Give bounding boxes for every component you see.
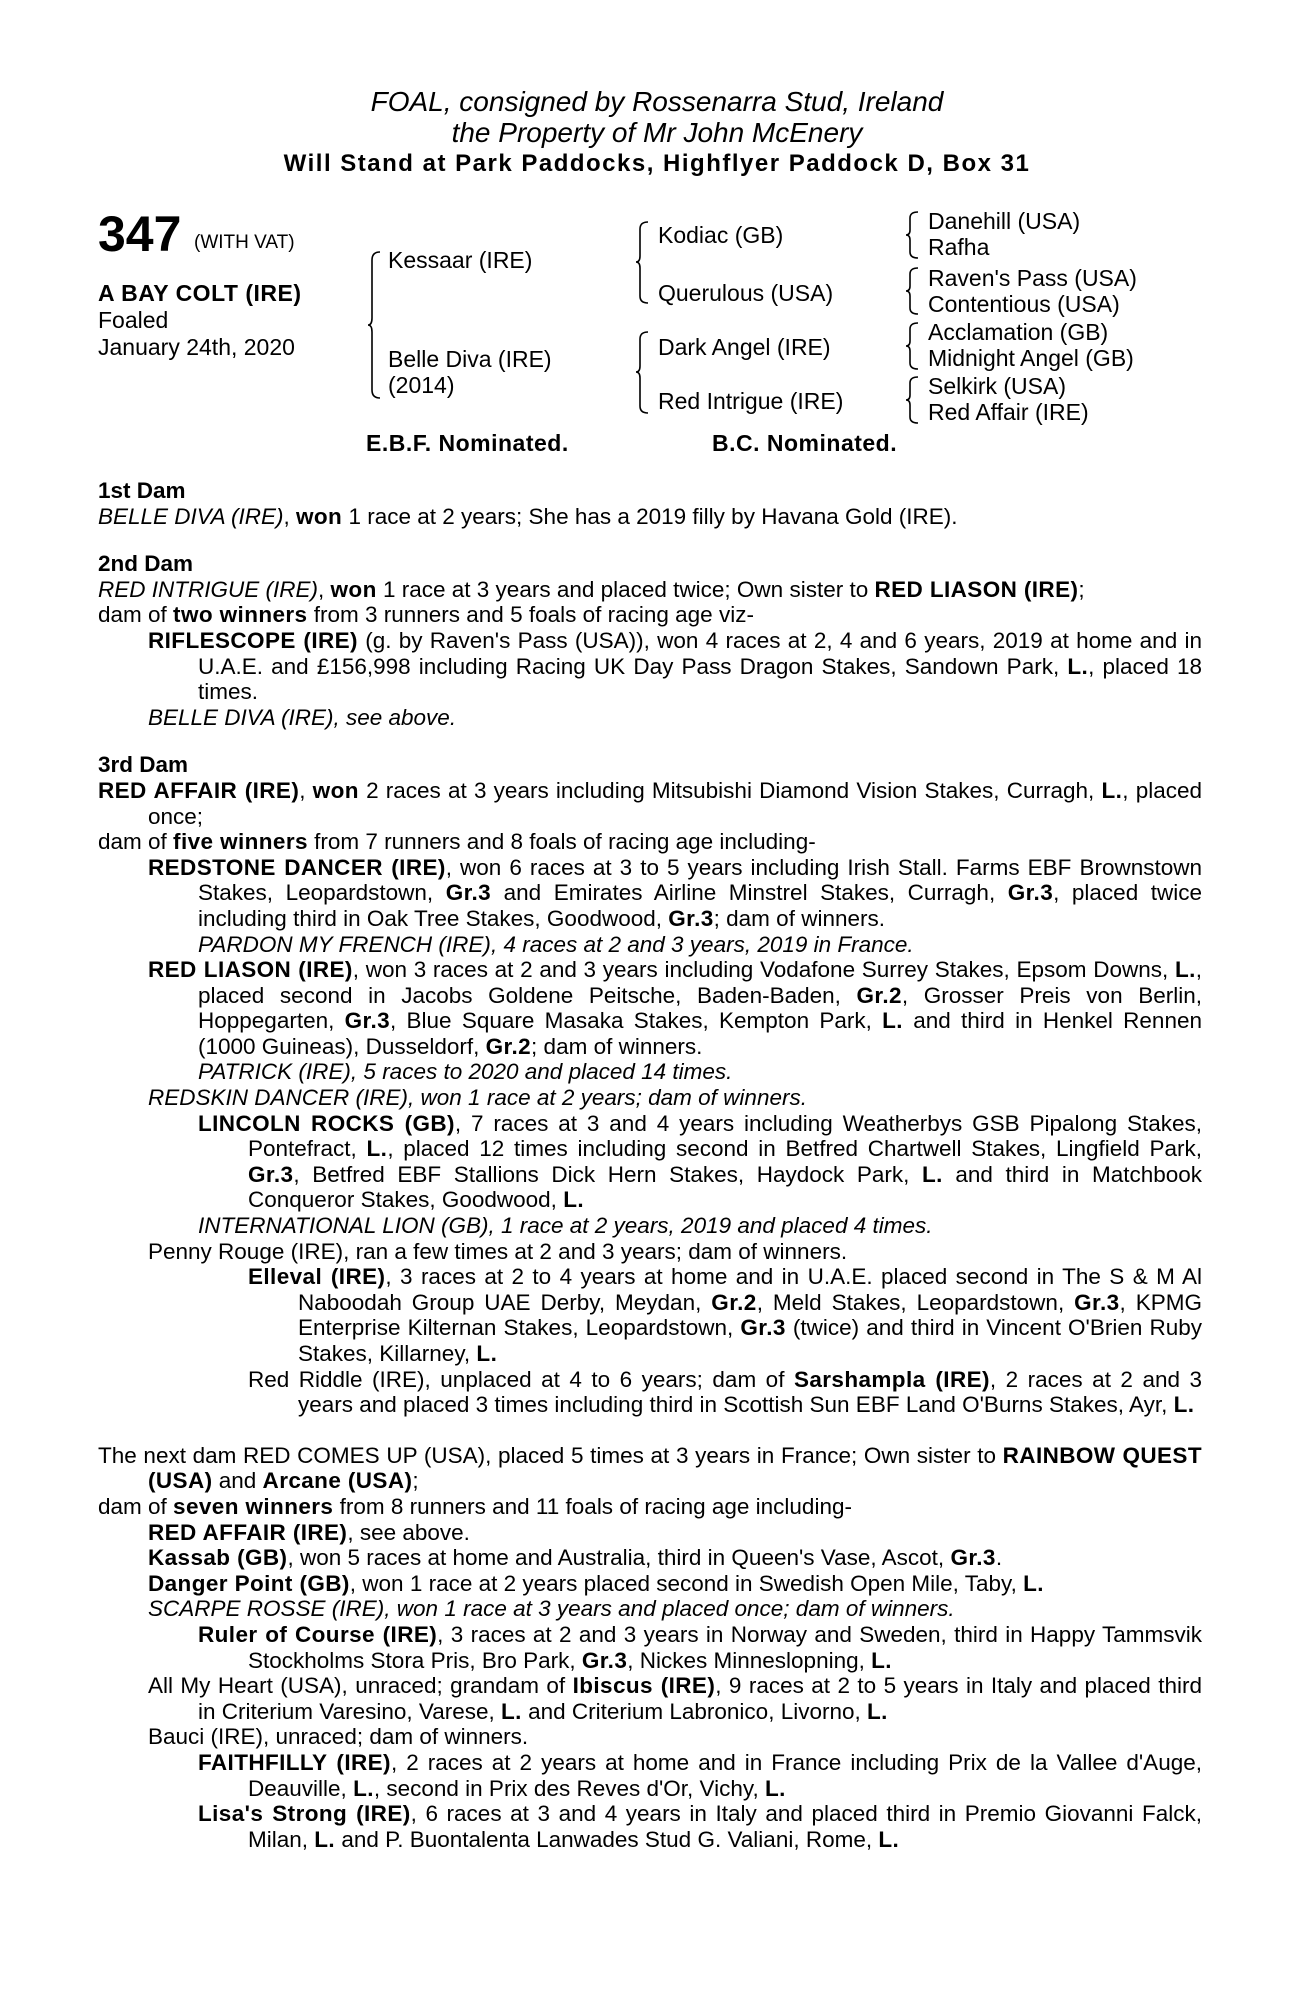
entry-text: , won 1 race at 2 years; dam of winners.: [408, 1085, 807, 1111]
produce-patrick: [98, 1059, 1202, 1085]
produce-redstone-dancer: [98, 855, 1202, 932]
entry-text: 1 race at 3 years and placed twice; Own sister to: [376, 576, 875, 602]
black-type-name: RED AFFAIR (IRE): [98, 777, 300, 803]
produce-redskin-dancer: [98, 1085, 1202, 1111]
pedigree-g3-6: Midnight Angel (GB): [928, 345, 1134, 371]
entry-text: , 9 races at 2 to 5 years in Italy and placed third in Criterium Varesino, Varese,: [198, 1673, 1203, 1724]
lot-number: 347: [98, 206, 182, 262]
lot-title: A BAY COLT (IRE): [98, 280, 302, 306]
entry-text: All My Heart (USA), unraced; grandam of: [148, 1673, 573, 1699]
pedigree-sire-sire: Kodiac (GB): [658, 222, 784, 248]
pedigree-bracket-dam: [636, 330, 656, 415]
pedigree-g3-3: Raven's Pass (USA): [928, 265, 1137, 291]
dam-name: RED INTRIGUE (IRE): [98, 576, 319, 602]
entry-text: and third in Henkel Rennen (1000 Guineas), Dusseldorf,: [198, 1008, 1202, 1059]
entry-text: , second in Prix des Reves d'Or, Vichy,: [373, 1775, 765, 1801]
entry-text: (g. by Raven's Pass (USA)), won 4 races at 2, 4 and 6 years, 2019 at home and in U.A.E. and £156,998 including Racing UK Day Pass Dragon Stakes, Sandown Park,: [198, 627, 1202, 679]
entry-text: dam of: [98, 602, 174, 628]
black-type-name: RAINBOW QUEST (USA): [148, 1442, 1202, 1494]
listed-mark: L.: [1101, 777, 1123, 803]
entry-text: dam of: [98, 829, 174, 855]
consignor-line: FOAL, consigned by Rossenarra Stud, Ireland: [370, 86, 944, 117]
horse-name: REDSKIN DANCER (IRE): [148, 1085, 409, 1111]
first-dam-heading: 1st Dam: [98, 478, 186, 503]
pedigree-g3-8: Red Affair (IRE): [928, 399, 1089, 425]
pedigree-g3-7: Selkirk (USA): [928, 373, 1067, 399]
entry-text: , 2 races at 2 and 3 years and placed 3 times including third in Scottish Sun EBF Land O'Burns Stakes, Ayr,: [298, 1366, 1202, 1418]
second-dam-produce: [98, 602, 1202, 628]
entry-text: 1 race at 2 years; She has a 2019 filly by Havana Gold (IRE).: [342, 503, 958, 529]
produce-kassab: [98, 1545, 1202, 1571]
produce-all-my-heart: [98, 1673, 1202, 1724]
third-dam-produce: [98, 829, 1202, 855]
produce-international-lion: [98, 1213, 1202, 1239]
entry-text: from 8 runners and 11 foals of racing age including-: [333, 1493, 852, 1519]
black-type-name: Danger Point (GB): [148, 1570, 350, 1596]
produce-pardon-my-french: [98, 932, 1202, 958]
entry-text: dam of: [98, 1493, 174, 1519]
entry-text: from 7 runners and 8 foals of racing age including-: [307, 829, 816, 855]
group-mark: Gr.3: [668, 905, 714, 931]
entry-text: , Meld Stakes, Leopardstown,: [756, 1289, 1075, 1315]
entry-text: , KPMG Enterprise Kilternan Stakes, Leopardstown,: [298, 1289, 1203, 1341]
listed-mark: L.: [882, 1008, 903, 1034]
entry-text: , 3 races at 2 to 4 years at home and in U.A.E. placed second in The S & M Al Naboodah Group UAE Derby, Meydan,: [298, 1264, 1202, 1315]
pedigree-dam: Belle Diva (IRE): [388, 346, 552, 372]
vat-note: (WITH VAT): [194, 232, 295, 253]
entry-text: , placed twice including third in Oak Tree Stakes, Goodwood,: [198, 880, 1203, 931]
entry-text: from 3 runners and 5 foals of racing age viz-: [307, 602, 754, 628]
produce-red-affair: [98, 1520, 1202, 1546]
produce-belle-diva: [98, 705, 1202, 731]
pedigree-dam-dam: Red Intrigue (IRE): [658, 388, 844, 414]
foaled-label: Foaled: [98, 307, 169, 333]
produce-elleval: [98, 1264, 1202, 1366]
listed-mark: L.: [1067, 653, 1089, 679]
next-dam-produce: [98, 1494, 1202, 1520]
entry-text: , 3 races at 2 and 3 years in Norway and Sweden, third in Happy Tammsvik Stockholms Stora Pris, Bro Park,: [248, 1621, 1202, 1673]
entry-text: , placed once;: [148, 777, 1203, 829]
entry-text: , won 1 race at 3 years and placed once; dam of winners.: [384, 1596, 955, 1622]
black-type-name: Sarshampla (IRE): [793, 1366, 990, 1392]
horse-name: PATRICK (IRE): [198, 1059, 351, 1085]
second-dam-entry: RED INTRIGUE (IRE), won 1 race at 3 years and placed twice; Own sister to RED LIASON (IRE);: [98, 576, 1085, 602]
pedigree-bracket-g4: [906, 375, 926, 425]
listed-mark: L.: [353, 1775, 374, 1801]
listed-mark: L.: [1173, 1392, 1195, 1418]
won-label: won: [330, 576, 377, 602]
entry-text: (twice) and third in Vincent O'Brien Ruby Stakes, Killarney,: [298, 1315, 1202, 1366]
horse-name: SCARPE ROSSE (IRE): [148, 1596, 385, 1622]
group-mark: Gr.3: [740, 1315, 786, 1341]
entry-text: , Nickes Minneslopning,: [627, 1647, 872, 1673]
listed-mark: L.: [1174, 957, 1196, 983]
black-type-name: RED AFFAIR (IRE): [148, 1519, 348, 1545]
entry-text: , 6 races at 3 and 4 years in Italy and placed third in Premio Giovanni Falck, Milan,: [248, 1801, 1202, 1852]
entry-text: , placed second in Jacobs Goldene Peitsche, Baden-Baden,: [198, 957, 1202, 1008]
won-label: won: [312, 777, 359, 803]
produce-danger-point: [98, 1571, 1202, 1597]
dam-name: BELLE DIVA (IRE): [98, 503, 284, 529]
entry-text: , Grosser Preis von Berlin, Hoppegarten,: [198, 982, 1202, 1034]
ebf-nominated: E.B.F. Nominated.: [366, 430, 569, 456]
entry-text: Red Riddle (IRE), unplaced at 4 to 6 years; dam of: [248, 1366, 794, 1392]
produce-lisas-strong: [98, 1801, 1202, 1852]
horse-name: INTERNATIONAL LION (GB): [198, 1213, 489, 1239]
entry-text: ; dam of winners.: [713, 905, 885, 931]
black-type-name: RED LIASON (IRE): [874, 576, 1079, 602]
listed-mark: L.: [921, 1161, 943, 1187]
black-type-name: Elleval (IRE): [248, 1264, 386, 1290]
produce-faithfilly: [98, 1750, 1202, 1801]
produce-bauci: Bauci (IRE), unraced; dam of winners.: [148, 1724, 529, 1750]
produce-red-liason: [98, 957, 1202, 1059]
black-type-name: LINCOLN ROCKS (GB): [198, 1110, 455, 1136]
foaled-date: January 24th, 2020: [98, 334, 295, 360]
third-dam-entry: RED AFFAIR (IRE), won 2 races at 3 years including Mitsubishi Diamond Vision Stakes, Curragh, L., placed once;: [98, 777, 1203, 829]
pedigree-dam-sire: Dark Angel (IRE): [658, 334, 831, 360]
produce-scarpe-rosse: [98, 1596, 1202, 1622]
owner-line: the Property of Mr John McEnery: [451, 117, 863, 148]
listed-mark: L.: [501, 1698, 522, 1724]
pedigree-sire: Kessaar (IRE): [388, 247, 533, 273]
entry-text: and: [212, 1468, 263, 1494]
entry-text: , see above.: [347, 1519, 470, 1545]
black-type-name: FAITHFILLY (IRE): [198, 1749, 391, 1775]
first-dam-entry: BELLE DIVA (IRE), won 1 race at 2 years; She has a 2019 filly by Havana Gold (IRE).: [98, 503, 958, 529]
spacer: [98, 1418, 1202, 1443]
entry-text: , 4 races at 2 and 3 years, 2019 in France.: [490, 931, 914, 957]
punct: .: [995, 1545, 1003, 1571]
black-type-name: Arcane (USA): [262, 1468, 413, 1494]
group-mark: Gr.3: [1007, 880, 1054, 906]
group-mark: Gr.2: [485, 1033, 532, 1059]
produce-lincoln-rocks: [98, 1111, 1202, 1213]
entry-text: , Betfred EBF Stallions Dick Hern Stakes, Haydock Park,: [293, 1161, 922, 1187]
produce-red-riddle: [98, 1367, 1202, 1418]
winners-count: five winners: [173, 829, 308, 855]
group-mark: Gr.3: [445, 880, 492, 906]
produce-penny-rouge: Penny Rouge (IRE), ran a few times at 2 and 3 years; dam of winners.: [148, 1238, 848, 1264]
entry-text: and third in Matchbook Conqueror Stakes, Goodwood,: [248, 1161, 1203, 1213]
group-mark: Gr.3: [248, 1161, 294, 1187]
produce-ruler-of-course: [98, 1622, 1202, 1673]
entry-text: , placed 18 times.: [198, 653, 1202, 705]
pedigree-dam-year: (2014): [388, 372, 455, 398]
entry-text: , 2 races at 2 years at home and in France including Prix de la Vallee d'Auge, Deauville,: [248, 1749, 1202, 1801]
group-mark: Gr.3: [950, 1545, 996, 1571]
produce-riflescope: [98, 628, 1202, 705]
group-mark: Gr.3: [581, 1647, 628, 1673]
pedigree-sire-dam: Querulous (USA): [658, 280, 834, 306]
entry-text: , won 3 races at 2 and 3 years including Vodafone Surrey Stakes, Epsom Downs,: [352, 957, 1175, 983]
group-mark: Gr.2: [711, 1289, 757, 1315]
entry-text: , 1 race at 2 years, 2019 and placed 4 times.: [488, 1213, 933, 1239]
entry-text: , Blue Square Masaka Stakes, Kempton Park,: [390, 1008, 883, 1034]
horse-name: PARDON MY FRENCH (IRE): [198, 931, 491, 957]
group-mark: Gr.2: [856, 982, 902, 1008]
pedigree-bracket-gen1: [368, 250, 388, 400]
horse-name: BELLE DIVA (IRE): [148, 704, 334, 730]
entry-text: , see above.: [333, 704, 457, 730]
listed-mark: L.: [563, 1187, 584, 1213]
third-dam-heading: 3rd Dam: [98, 752, 189, 778]
listed-mark: L.: [878, 1826, 900, 1852]
stand-location: Will Stand at Park Paddocks, Highflyer Paddock D, Box 31: [283, 150, 1031, 177]
entry-text: , won 1 race at 2 years placed second in Swedish Open Mile, Taby,: [349, 1570, 1024, 1596]
entry-text: , 5 races to 2020 and placed 14 times.: [350, 1059, 733, 1085]
entry-text: ; dam of winners.: [531, 1033, 703, 1059]
listed-mark: L.: [314, 1826, 336, 1852]
black-type-name: REDSTONE DANCER (IRE): [148, 854, 446, 880]
entry-text: , 7 races at 3 and 4 years including Weatherbys GSB Pipalong Stakes, Pontefract,: [248, 1110, 1202, 1162]
entry-text: and Criterium Labronico, Livorno,: [521, 1698, 867, 1724]
winners-count: seven winners: [173, 1493, 334, 1519]
pedigree-bracket-g2: [906, 266, 926, 316]
second-dam-heading: 2nd Dam: [98, 551, 194, 577]
punct: ;: [1078, 576, 1085, 602]
black-type-name: Ruler of Course (IRE): [198, 1621, 438, 1647]
bc-nominated: B.C. Nominated.: [712, 430, 898, 456]
entry-text: and Emirates Airline Minstrel Stakes, Curragh,: [491, 880, 1008, 906]
listed-mark: L.: [871, 1647, 892, 1673]
entry-text: 2 races at 3 years including Mitsubishi Diamond Vision Stakes, Curragh,: [358, 777, 1102, 803]
black-type-name: Ibiscus (IRE): [572, 1673, 716, 1699]
black-type-name: Lisa's Strong (IRE): [198, 1801, 411, 1827]
listed-mark: L.: [1023, 1570, 1044, 1596]
pedigree-bracket-sire: [636, 220, 656, 305]
pedigree-g3-4: Contentious (USA): [928, 291, 1120, 317]
listed-mark: L.: [366, 1136, 388, 1162]
pedigree-bracket-g1: [906, 210, 926, 260]
entry-text: , won 6 races at 3 to 5 years including Irish Stall. Farms EBF Brownstown Stakes, Leopardstown,: [198, 854, 1202, 906]
pedigree-g3-5: Acclamation (GB): [928, 319, 1109, 345]
listed-mark: L.: [765, 1775, 786, 1801]
black-type-name: RIFLESCOPE (IRE): [148, 627, 358, 653]
pedigree-g3-1: Danehill (USA): [928, 208, 1081, 234]
entry-text: , placed 12 times including second in Betfred Chartwell Stakes, Lingfield Park,: [387, 1136, 1202, 1162]
entry-text: , won 5 races at home and Australia, third in Queen's Vase, Ascot,: [287, 1545, 951, 1571]
black-type-name: RED LIASON (IRE): [148, 957, 353, 983]
pedigree-notes: [98, 478, 1202, 1852]
group-mark: Gr.3: [1074, 1289, 1120, 1315]
punct: ;: [412, 1468, 419, 1494]
next-dam-entry: [98, 1443, 1202, 1494]
pedigree-bracket-g3: [906, 321, 926, 371]
listed-mark: L.: [867, 1698, 888, 1724]
entry-text: and P. Buontalenta Lanwades Stud G. Valiani, Rome,: [335, 1826, 879, 1852]
black-type-name: Kassab (GB): [148, 1545, 288, 1571]
entry-text: The next dam RED COMES UP (USA), placed 5 times at 3 years in France; Own sister to: [98, 1442, 1003, 1468]
winners-count: two winners: [173, 602, 308, 628]
won-label: won: [296, 503, 343, 529]
group-mark: Gr.3: [344, 1008, 391, 1034]
pedigree-g3-2: Rafha: [928, 234, 990, 260]
listed-mark: L.: [476, 1341, 498, 1366]
